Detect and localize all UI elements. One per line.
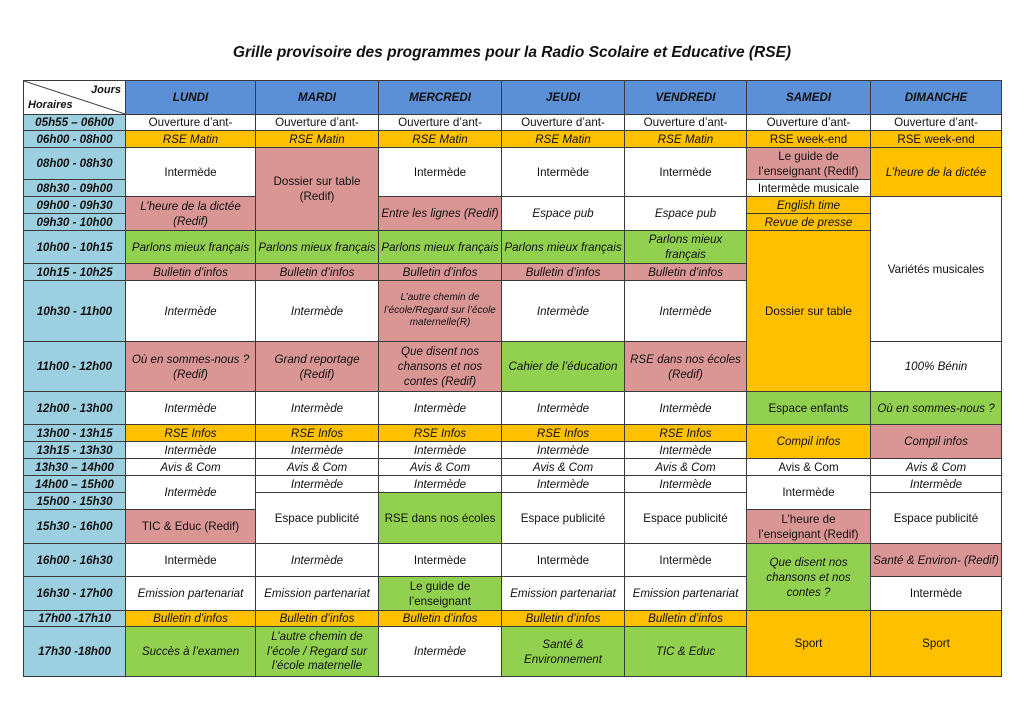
program-cell: Espace pub: [502, 197, 625, 231]
program-cell: RSE Infos: [625, 425, 747, 442]
program-cell: Avis & Com: [502, 459, 625, 476]
program-cell: Intermède: [871, 577, 1002, 611]
program-cell: RSE Infos: [256, 425, 379, 442]
schedule-table: [23, 80, 1002, 677]
program-cell: Sport: [871, 611, 1002, 677]
program-cell: Espace enfants: [747, 392, 871, 425]
program-cell: TIC & Educ: [625, 627, 747, 677]
program-cell: Intermède: [126, 476, 256, 510]
program-cell: Le guide de l’enseignant: [379, 577, 502, 611]
program-cell: Santé & Environnement: [502, 627, 625, 677]
program-cell: Intermède musicale: [747, 180, 871, 197]
program-cell: Entre les lignes (Redif): [379, 197, 502, 231]
program-cell: Intermède: [625, 392, 747, 425]
program-cell: Compil infos: [747, 425, 871, 459]
program-cell: Intermède: [126, 442, 256, 459]
time-slot: 14h00 – 15h00: [24, 476, 126, 493]
time-slot: 10h30 - 11h00: [24, 281, 126, 342]
day-header: SAMEDI: [747, 81, 871, 115]
program-cell: Intermède: [502, 476, 625, 493]
time-slot: 06h00 - 08h00: [24, 131, 126, 148]
program-cell: Intermède: [256, 392, 379, 425]
program-cell: Intermède: [625, 476, 747, 493]
program-cell: Avis & Com: [126, 459, 256, 476]
program-cell: Santé & Environ- (Redif): [871, 544, 1002, 577]
program-cell: Espace publicité: [502, 493, 625, 544]
program-cell: Ouverture d’ant-: [747, 115, 871, 131]
time-slot: 08h00 - 08h30: [24, 148, 126, 180]
program-cell: Ouverture d’ant-: [256, 115, 379, 131]
program-cell: RSE dans nos écoles (Redif): [625, 342, 747, 392]
time-slot: 10h00 - 10h15: [24, 231, 126, 264]
program-cell: Intermède: [256, 281, 379, 342]
time-slot: 17h00 -17h10: [24, 611, 126, 627]
time-slot: 15h00 - 15h30: [24, 493, 126, 510]
program-cell: Ouverture d’ant-: [379, 115, 502, 131]
program-cell: Bulletin d’infos: [126, 264, 256, 281]
program-cell: Intermède: [625, 148, 747, 197]
program-cell: L’autre chemin de l’école / Regard sur l’école maternelle: [256, 627, 379, 677]
day-header: JEUDI: [502, 81, 625, 115]
time-slot: 10h15 - 10h25: [24, 264, 126, 281]
program-cell: Intermède: [625, 281, 747, 342]
program-cell: Intermède: [502, 392, 625, 425]
program-cell: Où en sommes-nous ?: [871, 392, 1002, 425]
time-slot: 17h30 -18h00: [24, 627, 126, 677]
time-slot: 12h00 - 13h00: [24, 392, 126, 425]
program-cell: 100% Bénin: [871, 342, 1002, 392]
corner-header: [24, 81, 126, 115]
program-cell: Avis & Com: [379, 459, 502, 476]
time-slot: 16h00 - 16h30: [24, 544, 126, 577]
program-cell: Bulletin d’infos: [502, 264, 625, 281]
program-cell: Intermède: [126, 148, 256, 197]
program-cell: Intermède: [379, 476, 502, 493]
program-cell: Espace pub: [625, 197, 747, 231]
program-cell: Intermède: [502, 148, 625, 197]
program-cell: Intermède: [379, 627, 502, 677]
horaires-label: Horaires: [28, 98, 73, 111]
program-cell: Intermède: [379, 148, 502, 197]
time-slot: 13h15 - 13h30: [24, 442, 126, 459]
time-slot: 13h30 – 14h00: [24, 459, 126, 476]
program-cell: English time: [747, 197, 871, 214]
day-header: DIMANCHE: [871, 81, 1002, 115]
program-cell: Intermède: [126, 281, 256, 342]
program-cell: Bulletin d’infos: [625, 264, 747, 281]
program-cell: L’autre chemin de l’école/Regard sur l’école maternelle(R): [379, 281, 502, 342]
program-cell: RSE Matin: [625, 131, 747, 148]
program-cell: Parlons mieux français: [126, 231, 256, 264]
program-cell: Intermède: [747, 476, 871, 510]
program-cell: RSE Matin: [502, 131, 625, 148]
program-cell: RSE Matin: [256, 131, 379, 148]
program-cell: Intermède: [502, 544, 625, 577]
time-slot: 09h00 - 09h30: [24, 197, 126, 214]
program-cell: Avis & Com: [625, 459, 747, 476]
program-cell: Ouverture d’ant-: [625, 115, 747, 131]
program-cell: Parlons mieux français: [502, 231, 625, 264]
program-cell: Dossier sur table: [747, 231, 871, 392]
program-cell: RSE Matin: [379, 131, 502, 148]
program-cell: Parlons mieux français: [256, 231, 379, 264]
program-cell: Intermède: [256, 476, 379, 493]
program-cell: Avis & Com: [871, 459, 1002, 476]
time-slot: 13h00 - 13h15: [24, 425, 126, 442]
program-cell: RSE Infos: [126, 425, 256, 442]
program-cell: Cahier de l’éducation: [502, 342, 625, 392]
header-row: [24, 81, 1002, 115]
program-cell: Bulletin d’infos: [379, 264, 502, 281]
program-cell: Bulletin d’infos: [625, 611, 747, 627]
time-slot: 15h30 - 16h00: [24, 510, 126, 544]
program-cell: Bulletin d’infos: [379, 611, 502, 627]
time-slot: 09h30 - 10h00: [24, 214, 126, 231]
program-cell: Emission partenariat: [256, 577, 379, 611]
program-cell: Espace publicité: [871, 493, 1002, 544]
program-cell: Parlons mieux français: [625, 231, 747, 264]
program-cell: Parlons mieux français: [379, 231, 502, 264]
program-cell: TIC & Educ (Redif): [126, 510, 256, 544]
program-cell: RSE week-end: [747, 131, 871, 148]
program-cell: RSE Matin: [126, 131, 256, 148]
time-slot: 08h30 - 09h00: [24, 180, 126, 197]
program-cell: L’heure de la dictée: [871, 148, 1002, 197]
program-cell: Ouverture d’ant-: [126, 115, 256, 131]
program-cell: Bulletin d’infos: [126, 611, 256, 627]
program-cell: Avis & Com: [747, 459, 871, 476]
program-cell: Bulletin d’infos: [502, 611, 625, 627]
time-slot: 05h55 – 06h00: [24, 115, 126, 131]
program-cell: Espace publicité: [256, 493, 379, 544]
program-cell: Intermède: [502, 281, 625, 342]
program-cell: L’heure de la dictée (Redif): [126, 197, 256, 231]
program-cell: RSE dans nos écoles: [379, 493, 502, 544]
program-cell: Que disent nos chansons et nos contes (Redif): [379, 342, 502, 392]
program-cell: Intermède: [126, 392, 256, 425]
program-cell: L’heure de l’enseignant (Redif): [747, 510, 871, 544]
program-cell: Emission partenariat: [502, 577, 625, 611]
program-cell: Dossier sur table (Redif): [256, 148, 379, 231]
program-cell: Intermède: [502, 442, 625, 459]
program-cell: Intermède: [379, 442, 502, 459]
time-slot: 11h00 - 12h00: [24, 342, 126, 392]
program-cell: Ouverture d’ant-: [871, 115, 1002, 131]
program-cell: RSE week-end: [871, 131, 1002, 148]
program-cell: Intermède: [256, 544, 379, 577]
time-slot: 16h30 - 17h00: [24, 577, 126, 611]
program-cell: Intermède: [379, 392, 502, 425]
program-cell: Espace publicité: [625, 493, 747, 544]
program-cell: Intermède: [871, 476, 1002, 493]
program-cell: Où en sommes-nous ? (Redif): [126, 342, 256, 392]
program-cell: Bulletin d’infos: [256, 264, 379, 281]
program-cell: Variétés musicales: [871, 197, 1002, 342]
program-cell: Bulletin d’infos: [256, 611, 379, 627]
program-cell: Grand reportage (Redif): [256, 342, 379, 392]
program-cell: Succès à l’examen: [126, 627, 256, 677]
day-header: MERCREDI: [379, 81, 502, 115]
program-cell: Revue de presse: [747, 214, 871, 231]
day-header: LUNDI: [126, 81, 256, 115]
program-cell: Intermède: [379, 544, 502, 577]
day-header: VENDREDI: [625, 81, 747, 115]
program-cell: RSE Infos: [379, 425, 502, 442]
program-cell: Intermède: [126, 544, 256, 577]
program-cell: RSE Infos: [502, 425, 625, 442]
program-cell: Ouverture d’ant-: [502, 115, 625, 131]
page-title: Grille provisoire des programmes pour la Radio Scolaire et Educative (RSE): [232, 44, 792, 61]
program-cell: Compil infos: [871, 425, 1002, 459]
program-cell: Que disent nos chansons et nos contes ?: [747, 544, 871, 611]
program-cell: Sport: [747, 611, 871, 677]
program-cell: Emission partenariat: [625, 577, 747, 611]
program-cell: Intermède: [625, 544, 747, 577]
program-cell: Intermède: [625, 442, 747, 459]
program-cell: Le guide de l’enseignant (Redif): [747, 148, 871, 180]
jours-label: Jours: [91, 84, 121, 96]
program-cell: Emission partenariat: [126, 577, 256, 611]
program-cell: Avis & Com: [256, 459, 379, 476]
program-cell: Intermède: [256, 442, 379, 459]
day-header: MARDI: [256, 81, 379, 115]
